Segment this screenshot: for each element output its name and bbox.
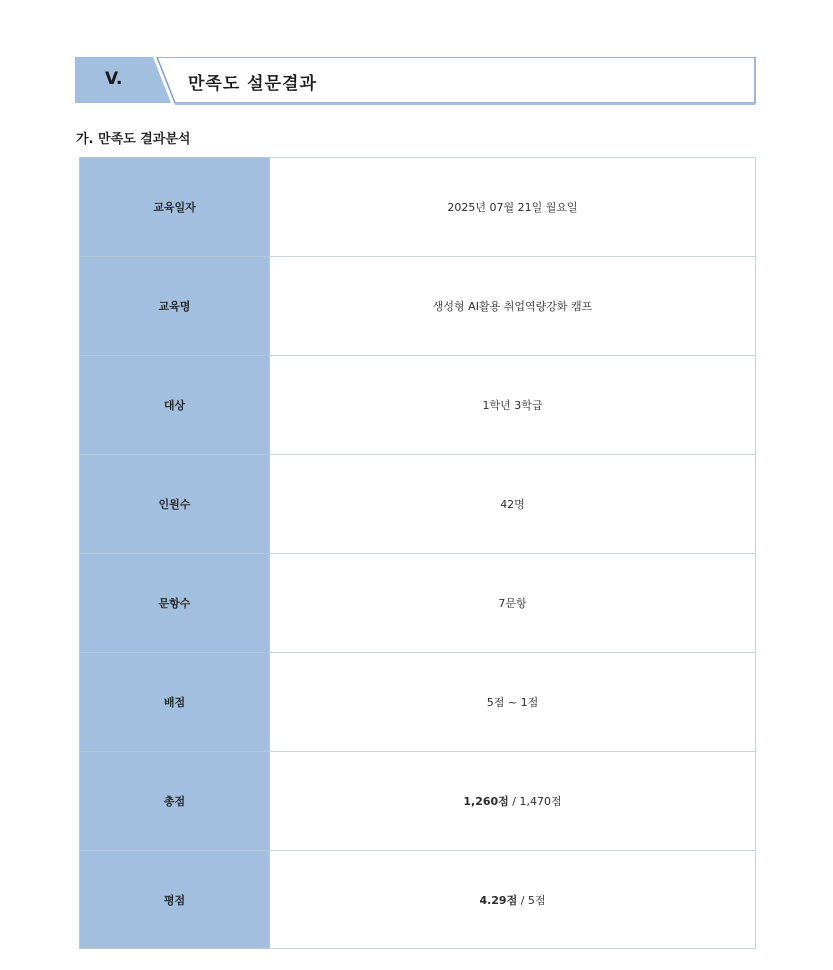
row-value-total: [270, 752, 756, 851]
row-label-course: 교육명: [80, 257, 270, 356]
table-row: [80, 455, 756, 554]
row-value-course: 생성형 AI활용 취업역량강화 캠프: [270, 257, 756, 356]
row-value-average: [270, 851, 756, 949]
total-score: 1,260점: [463, 795, 509, 808]
table-row: [80, 653, 756, 752]
row-value-headcount: 42명: [270, 455, 756, 554]
row-label-date: 교육일자: [80, 158, 270, 257]
table-row: [80, 851, 756, 949]
row-label-headcount: 인원수: [80, 455, 270, 554]
info-table: [79, 157, 756, 949]
section-number: V.: [105, 69, 123, 89]
section-header: [75, 57, 757, 105]
total-max: / 1,470점: [508, 795, 562, 808]
row-label-questions: 문항수: [80, 554, 270, 653]
average-score: 4.29점: [479, 893, 518, 907]
section-header-shape: [75, 57, 757, 105]
row-value-target: 1학년 3학급: [270, 356, 756, 455]
row-value-scoring: 5점 ~ 1점: [270, 653, 756, 752]
row-value-date: 2025년 07월 21일 월요일: [270, 158, 756, 257]
subsection-title: 가. 만족도 결과분석: [76, 132, 191, 147]
row-label-total: 총점: [80, 752, 270, 851]
table-row: [80, 554, 756, 653]
row-label-scoring: 배점: [80, 653, 270, 752]
table-row: [80, 257, 756, 356]
table-row: [80, 158, 756, 257]
section-title: 만족도 설문결과: [188, 74, 317, 94]
average-max: / 5점: [517, 893, 546, 907]
table-row: [80, 752, 756, 851]
row-value-questions: 7문항: [270, 554, 756, 653]
row-label-average: 평점: [80, 851, 270, 949]
table-row: [80, 356, 756, 455]
row-label-target: 대상: [80, 356, 270, 455]
